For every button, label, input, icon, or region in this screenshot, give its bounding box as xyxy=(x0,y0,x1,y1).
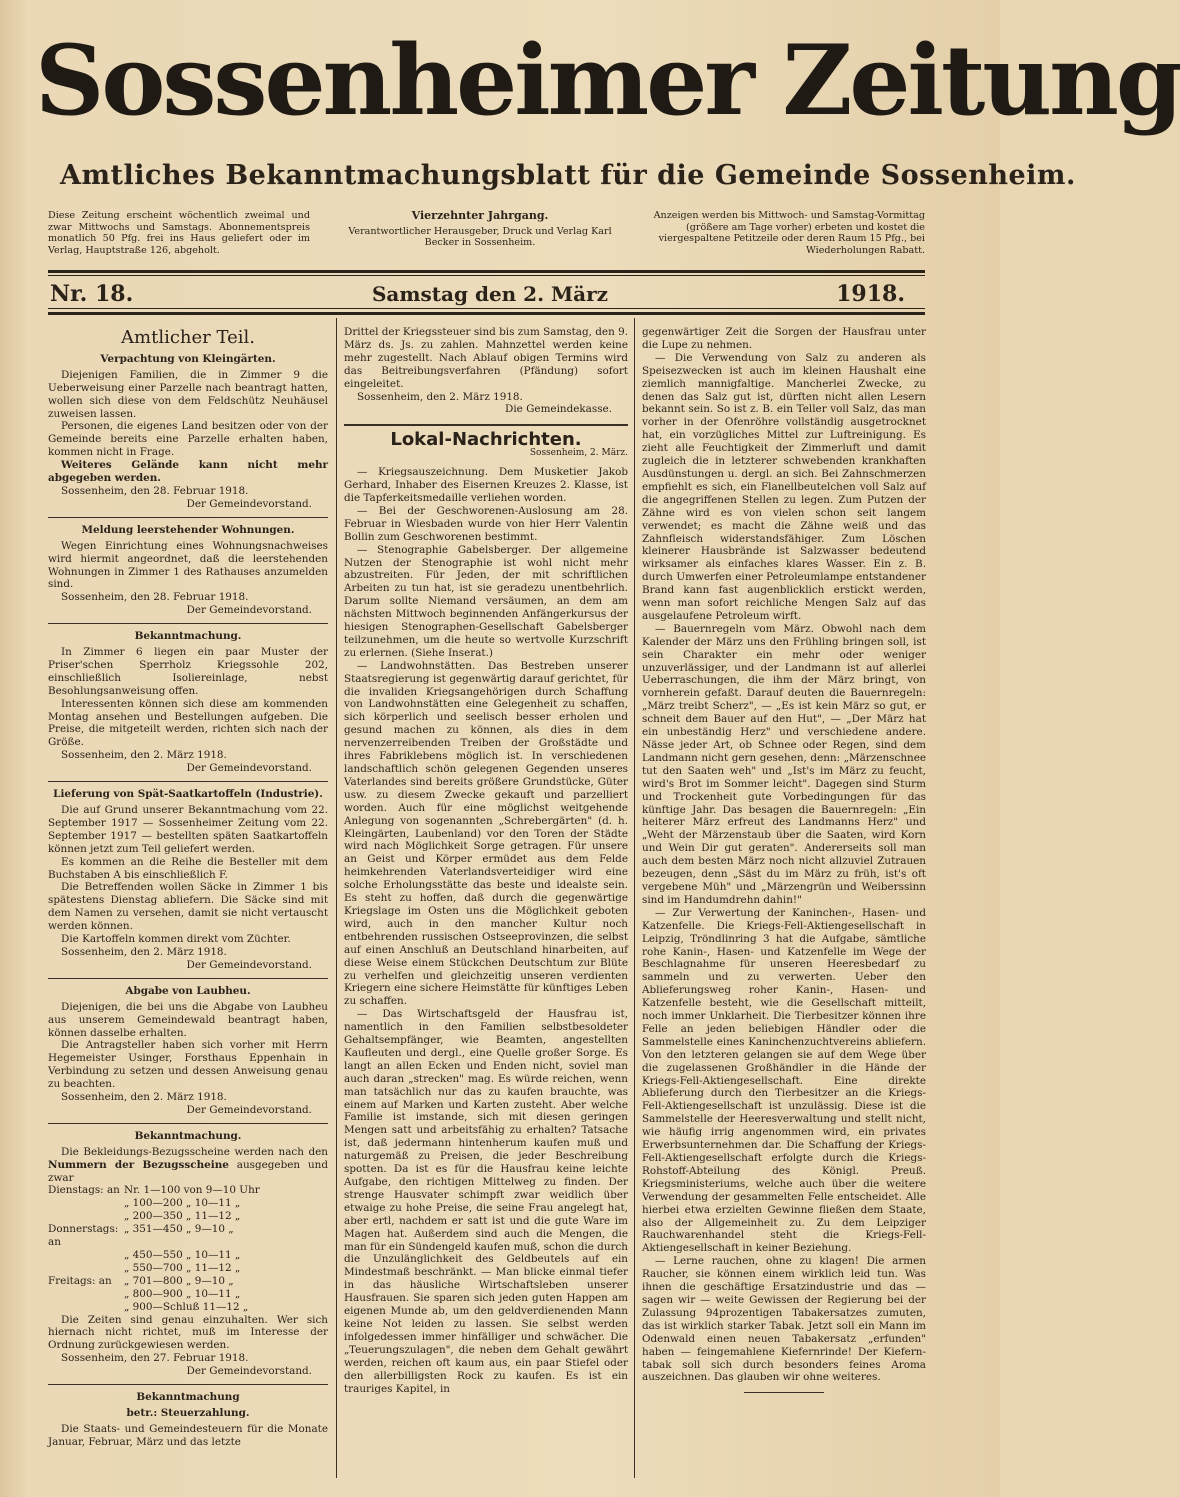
notice-divider xyxy=(48,781,328,782)
notice-place-date: Sossenheim, den 28. Februar 1918. xyxy=(61,591,249,604)
schedule-day xyxy=(48,1249,124,1262)
notice-place-date: Sossenheim, den 2. März 1918. xyxy=(357,390,523,403)
notice-subtitle: betr.: Steuerzahlung. xyxy=(126,1406,250,1419)
schedule-range: „ 800—900 „ 10—11 „ xyxy=(124,1287,241,1300)
notice-divider xyxy=(48,1123,328,1124)
schedule-row xyxy=(48,1197,328,1210)
notice-signature: Der Gemeindevorstand. xyxy=(186,604,312,617)
schedule-day: Freitags: an xyxy=(48,1274,112,1287)
advertising-info: Anzeigen werden bis Mittwoch- und Samstag-Vormittag (größere am Tage vorher) erbeten und kostet die viergespaltene Petitzeile oder deren Raum 15 Pfg., bei Wiederholungen Rabatt. xyxy=(653,210,925,256)
schedule-row xyxy=(48,1275,328,1288)
issue-date: Samstag den 2. März xyxy=(371,282,608,306)
section-heading-local: Lokal-Nachrichten. xyxy=(390,429,582,451)
notice-text: In Zimmer 6 liegen ein paar Muster der Priser'schen Sperrholz Kriegssohle 202, einschließlich Isoliereinlage, nebst Besohlungsanweisung offen. xyxy=(48,646,328,697)
section-divider xyxy=(344,424,628,426)
schedule-row xyxy=(48,1288,328,1301)
news-item: gegenwärtiger Zeit die Sorgen der Hausfrau unter die Lupe zu nehmen. xyxy=(642,326,926,351)
news-item: — Zur Verwertung der Kaninchen-, Hasen- und Katzenfelle. Die Kriegs-Fell-Aktiengesellschaft in Leipzig, Tröndlinring 3 hat die Aufgabe, sämtliche rohe Kanin-, Hasen- und Katzenfelle im Wege der Beschlagnahme für unseren Heeresbedarf zu sammeln und zu verwerten. Ueber den Ablieferungsweg roher Kanin-, Hasen- und Katzenfelle besteht, wie die Gesellschaft mitteilt, noch immer Unklarheit. Die Tierbesitzer können ihre Felle an jeden beliebigen Händler oder die Sammelstelle eines Kaninchenzuchtvereins abliefern. Von den letzteren gelangen sie auf dem Wege über die zugelassenen Großhändler in die Hände der Kriegs-Fell-Aktiengesellschaft. Eine direkte Ablieferung durch den Tierbesitzer an die Kriegs-Fell-Aktiengesellschaft ist unzulässig. Diese ist die Sammelstelle der Heeresverwaltung und stellt nicht, wie häufig irrig angenommen wird, ein privates Erwerbsunternehmen dar. Die Schaffung der Kriegs-Fell-Aktiengesellschaft erfolgte durch die Kriegs-Rohstoff-Abteilung des Königl. Preuß. Kriegsministeriums, welche auch über die weitere Verwendung der gesammelten Felle entscheidet. Alle hierbei etwa erzielten Gewinne fließen dem Staate, also der Allgemeinheit zu. Zu dem Leipziger Rauchwarenhandel steht die Kriegs-Fell-Aktiengesellschaft in keiner Beziehung. xyxy=(642,906,926,1255)
notice-signature: Der Gemeindevorstand. xyxy=(186,1103,312,1116)
notice-text: Die Zeiten sind genau einzuhalten. Wer sich hiernach nicht richtet, muß im Interesse der Ordnung zurückgewiesen werden. xyxy=(48,1313,328,1352)
dateline: Sossenheim, 2. März. xyxy=(529,448,628,459)
notice-text: Drittel der Kriegssteuer sind bis zum Samstag, den 9. März ds. Js. zu zahlen. Mahnzettel werden keine mehr zugestellt. Nach Ablauf obigen Termins wird das Beitreibungsverfahren (Pfändung) sofort eingeleitet. xyxy=(344,326,628,390)
notice-divider xyxy=(48,517,328,518)
notice-divider xyxy=(48,1384,328,1385)
notice-text: Die Antragsteller haben sich vorher mit Herrn Hegemeister Usinger, Forsthaus Eppenhain in Verbindung zu setzen und dessen Anweisung genau zu beachten. xyxy=(48,1039,328,1091)
news-item: — Bei der Geschworenen-Auslosung am 28. Februar in Wiesbaden wurde von hier Herr Valentin Bollin zum Geschworenen bestimmt. xyxy=(344,504,628,543)
masthead-subtitle: Amtliches Bekanntmachungsblatt für die Gemeinde Sossenheim. xyxy=(60,160,1076,191)
publisher-info xyxy=(336,210,624,249)
schedule-day xyxy=(48,1197,124,1210)
schedule-range: „ 701—800 „ 9—10 „ xyxy=(124,1274,234,1287)
column-local-news-continued xyxy=(642,326,926,1401)
header-rule-bottom xyxy=(48,312,925,315)
notice-title: Bekanntmachung. xyxy=(134,630,242,643)
notice-text: Diejenigen, die bei uns die Abgabe von Laubheu aus unserem Gemeindewald beantragt haben, können dasselbe erhalten. xyxy=(48,1000,328,1039)
header-rule-top xyxy=(48,270,925,273)
notice-place-date: Sossenheim, den 28. Februar 1918. xyxy=(61,484,249,497)
end-rule xyxy=(744,1392,824,1393)
notice-title: Bekanntmachung. xyxy=(134,1129,242,1142)
notice-place-date: Sossenheim, den 2. März 1918. xyxy=(61,945,227,958)
column-divider-1 xyxy=(336,318,337,1478)
news-item: — Bauernregeln vom März. Obwohl nach dem Kalender der März uns den Frühling bringen soll, ist sein Charakter ein mehr oder weniger unzuverlässiger, und der Landmann ist auf allerlei Ueberraschungen, die ihm der März bringt, von vornherein gefaßt. Darauf deuten die Bauernregeln: „März treibt Scherz", — „Es ist kein März so gut, er schneit dem Bauer auf den Hut", — „Der März hat ein unbeständig Herz" und verschiedene andere. Nässe jeder Art, ob Schnee oder Regen, sind dem Landmann nicht gern gesehen, denn: „Märzenschnee tut den Saaten weh" und „Ist's im März zu feucht, wird's Brot im Sommer leicht". Dagegen sind Sturm und Trockenheit gute Vorbedingungen für das künftige Jahr. Das besagen die Bauernregeln: „Ein heiterer März erfreut des Landmanns Herz" und „Weht der Märzenstaub über die Saaten, wird Korn und Wein Dir gut geraten". Andererseits soll man auch dem besten März noch nicht allzuviel Zutrauen bezeugen, denn „Säst du im März zu früh, ist's oft vergebene Müh" und „Märzengrün und Weiberssinn sind im Handumdrehn dahin!" xyxy=(642,622,926,906)
masthead-title: Sossenheimer Zeitung xyxy=(35,24,1180,137)
section-heading-official: Amtlicher Teil. xyxy=(121,327,255,348)
volume-label: Vierzehnter Jahrgang. xyxy=(411,209,549,222)
notice-text: Die Bekleidungs-Bezugsscheine werden nach den Nummern der Bezugsscheine ausgegeben und zwar xyxy=(48,1145,328,1184)
notice-signature: Die Gemeindekasse. xyxy=(505,403,612,416)
notice-divider xyxy=(48,623,328,624)
news-item: — Kriegsauszeichnung. Dem Musketier Jakob Gerhard, Inhaber des Eisernen Kreuzes 2. Klasse, ist die Tapferkeitsmedaille verliehen worden. xyxy=(344,466,628,504)
schedule-day: Dienstags: an xyxy=(48,1184,120,1197)
schedule-day xyxy=(48,1288,124,1301)
schedule-range: „ 550—700 „ 11—12 „ xyxy=(124,1261,241,1274)
schedule-range: „ 200—350 „ 11—12 „ xyxy=(124,1210,241,1223)
column-divider-2 xyxy=(634,318,635,1478)
notice-text: Diejenigen Familien, die in Zimmer 9 die Ueberweisung einer Parzelle nach beantragt hatten, wollen sich diese von dem Feldschütz Neuhäusel zuweisen lassen. xyxy=(48,368,328,420)
schedule-day xyxy=(48,1262,124,1275)
notice-title: Lieferung von Spät-Saatkartoffeln (Industrie). xyxy=(53,788,323,801)
header-rule-bottom-thin xyxy=(48,308,925,309)
schedule-row xyxy=(48,1184,328,1197)
publisher-text: Verantwortlicher Herausgeber, Druck und Verlag Karl Becker in Sossenheim. xyxy=(348,225,612,249)
notice-title: Abgabe von Laubheu. xyxy=(125,984,251,997)
notice-text: Die auf Grund unserer Bekanntmachung vom 22. September 1917 — Sossenheimer Zeitung vom 22. September 1917 — bestellten späten Saatkartoffeln können jetzt zum Teil geliefert werden. xyxy=(48,804,328,855)
schedule-row xyxy=(48,1262,328,1275)
notice-signature: Der Gemeindevorstand. xyxy=(186,497,312,510)
schedule-day xyxy=(48,1301,124,1314)
schedule-range: „ 900—Schluß 11—12 „ xyxy=(124,1300,249,1313)
notice-divider xyxy=(48,978,328,979)
news-item: — Das Wirtschaftsgeld der Hausfrau ist, namentlich in den Familien selbstbesoldeter Gehaltsempfänger, wie Beamten, angestellten Kaufleuten und dergl., eine Quelle großer Sorge. Es langt an allen Ecken und Enden nicht, soviel man auch daran „strecken" mag. Es würde reichen, wenn man tatsächlich nur das zu kaufen brauchte, was einem auf Marken und Karten zusteht. Aber welche Familie ist imstande, sich mit diesen geringen Mengen satt und arbeitsfähig zu erhalten? Tatsache ist, daß jedermann hintenherum kaufen muß und naturgemäß zu Preisen, die jeder Beschreibung spotten. Da ist es für die Hausfrau keine leichte Aufgabe, den richtigen Mittelweg zu finden. Der strenge Hausvater schimpft zwar weidlich über etwaige zu hohe Preise, die seine Frau angelegt hat, aber ertl, nachdem er satt ist und die gute Ware im Magen hat. Außerdem sind auch die Mengen, die man für ein Sündengeld kaufen muß, schon die durch die Unzulänglichkeit des Geldbeutels auf ein Mindestmaß beschränkt. — Man blicke einmal tiefer in das häusliche Wirtschaftsleben unserer Hausfrauen. Sie sparen sich jeden guten Happen am eigenen Munde ab, um den geldverdienenden Mann keine Not leiden zu lassen. Sie selbst werden infolgedessen immer hinfälliger und schwächer. Die „Teuerungszulagen", die neben dem Gehalt gewährt werden, reichen oft kaum aus, ein paar Stiefel oder den allerbilligsten Rock zu kaufen. Es ist ein trauriges Kapitel, in xyxy=(344,1008,628,1395)
notice-place-date: Sossenheim, den 2. März 1918. xyxy=(61,1091,227,1104)
notice-text: Die Kartoffeln kommen direkt vom Züchter. xyxy=(61,933,291,946)
notice-place-date: Sossenheim, den 2. März 1918. xyxy=(61,749,227,762)
schedule-row xyxy=(48,1210,328,1223)
notice-text: Personen, die eigenes Land besitzen oder von der Gemeinde bereits eine Parzelle erhalten haben, kommen nicht in Frage. xyxy=(48,420,328,459)
notice-text: Es kommen an die Reihe die Besteller mit dem Buchstaben A bis einschließlich F. xyxy=(48,855,328,881)
notice-text: Die Staats- und Gemeindesteuern für die Monate Januar, Februar, März und das letzte xyxy=(48,1422,328,1448)
notice-text: Wegen Einrichtung eines Wohnungsnachweises wird hiermit angeordnet, daß die leerstehenden Wohnungen in Zimmer 1 des Rathauses anzumelden sind. xyxy=(48,539,328,591)
notice-signature: Der Gemeindevorstand. xyxy=(186,762,312,775)
news-item: — Landwohnstätten. Das Bestreben unserer Staatsregierung ist gegenwärtig darauf gerichtet, für die invaliden Kriegsangehörigen durch Schaffung von Landwohnstätten eine Gelegenheit zu schaffen, sich körperlich und seelisch besser erholen und gesund machen zu können, als dies in dem nervenzerreibenden Treiben der Großstädte und ihres Fabriklebens möglich ist. In verschiedenen landschaftlich schön gelegenen Gegenden unseres Vaterlandes sind bereits größere Grundstücke, Güter usw. zu diesem Zwecke gekauft und parzelliert worden. Auch für eine möglichst weitgehende Anlegung von sogenannten „Schrebergärten" (d. h. Kleingärten, Laubenland) vor den Toren der Städte wird nach Möglichkeit Sorge getragen. Für unsere an Geist und Körper ermüdet aus dem Felde heimkehrenden Vaterlandsverteidiger wird eine solche Erholungsstätte das beste und idealste sein. Es steht zu hoffen, daß durch die gegenwärtige Kriegslage im Osten uns die Möglichkeit geboten wird, auch in den mancher Kultur noch entbehrenden russischen Ostseeprovinzen, die selbst auf einen Anschluß an Deutschland hinarbeiten, auf diese Weise einem Stückchen Deutschtum zur Blüte zu verhelfen und gleichzeitig unseren verdienten Kriegern eine sichere Heimstätte für künftiges Leben zu schaffen. xyxy=(344,659,628,1008)
notice-text: Weiteres Gelände kann nicht mehr abgegeben werden. xyxy=(48,459,328,485)
issue-year: 1918. xyxy=(836,281,905,307)
issue-number: Nr. 18. xyxy=(50,281,134,307)
news-item: — Stenographie Gabelsberger. Der allgemeine Nutzen der Stenographie ist wohl nicht mehr abzustreiten. Für Jeden, der mit schriftlichen Arbeiten zu tun hat, ist sie geradezu unentbehrlich. Darum sollte Niemand versäumen, an dem am nächsten Mittwoch beginnenden Anfängerkursus der hiesigen Stenographen-Gesellschaft Gabelsberger teilzunehmen, um die heute so wertvolle Kurzschrift zu erlernen. (Siehe Inserat.) xyxy=(344,543,628,659)
notice-text: Die Betreffenden wollen Säcke in Zimmer 1 bis spätestens Dienstag abliefern. Die Säcke sind mit dem Namen zu versehen, damit sie nicht vertauscht werden können. xyxy=(48,881,328,933)
subscription-info: Diese Zeitung erscheint wöchentlich zweimal und zwar Mittwochs und Samstags. Abonnementspreis monatlich 50 Pfg. frei ins Haus geliefert oder im Verlag, Hauptstraße 126, abgeholt. xyxy=(48,210,310,256)
notice-title: Meldung leerstehender Wohnungen. xyxy=(81,523,295,536)
notice-place-date: Sossenheim, den 27. Februar 1918. xyxy=(61,1352,249,1365)
notice-title: Bekanntmachung xyxy=(136,1391,240,1404)
schedule-day xyxy=(48,1210,124,1223)
news-item: — Lerne rauchen, ohne zu klagen! Die armen Raucher, sie können einem wirklich leid tun. Was ihnen die geschäftige Ersatzindustrie und das — sagen wir — weite Gewissen der Regierung bei der Zulassung 94prozentigen Tabakersatzes zumuten, das ist wirklich starker Tabak. Jetzt soll ein Mann im Odenwald einen neuen Tabakersatz „erfunden" haben — feingemahlene Kiefernrinde! Der Kiefern-tabak soll sich durch besonders feines Aroma auszeichnen. Das glauben wir ohne weiteres. xyxy=(642,1255,926,1384)
schedule-range: Nr. 1—100 von 9—10 Uhr xyxy=(124,1184,260,1197)
schedule-day: Donnerstags: an xyxy=(48,1223,119,1249)
notice-text: Interessenten können sich diese am kommenden Montag ansehen und Bestellungen aufgeben. Die Preise, die mitgeteilt werden, richten sich nach der Größe. xyxy=(48,697,328,749)
schedule-range: „ 100—200 „ 10—11 „ xyxy=(124,1197,241,1210)
column-local-news xyxy=(344,326,628,1395)
notice-title: Verpachtung von Kleingärten. xyxy=(100,352,276,365)
notice-signature: Der Gemeindevorstand. xyxy=(186,1365,312,1378)
schedule-range: „ 351—450 „ 9—10 „ xyxy=(124,1223,234,1236)
schedule-row xyxy=(48,1223,328,1249)
schedule-row xyxy=(48,1301,328,1314)
schedule-range: „ 450—550 „ 10—11 „ xyxy=(124,1249,241,1261)
header-rule-top-thin xyxy=(48,275,925,276)
distribution-schedule xyxy=(48,1184,328,1313)
notice-signature: Der Gemeindevorstand. xyxy=(186,958,312,971)
news-item: — Die Verwendung von Salz zu anderen als Speisezwecken ist auch im kleinen Haushalt eine ziemlich mannigfaltige. Mancherlei Zwecke, zu denen das Salz gut ist, dürften nicht allen Lesern bekannt sein. So ist z. B. ein Teller voll Salz, das man vorher in der Ofenröhre vollständig ausgetrocknet hat, ein vorzügliches Mittel zur Luftreinigung. Es zieht alle Feuchtigkeit der Zimmerluft und damit zugleich die in letzterer schwebenden krankhaften Ausdünstungen u. dergl. an sich. Bei Zahnschmerzen empfiehlt es sich, ein Flanellbeutelchen voll Salz auf die angegriffenen Stellen zu legen. Zum Putzen der Zähne wird es von vielen schon seit langem verwendet; es macht die Zähne weiß und das Zahnfleisch widerstandsfähiger. Zum Löschen kleinerer Hausbrände ist Salzwasser bedeutend wirksamer als einfaches klares Wasser. Ein z. B. durch Umwerfen einer Petroleumlampe entstandener Brand kann fast augenblicklich erstickt werden, wenn man sofort reichliche Mengen Salz auf das ausgelaufene Petroleum wirft. xyxy=(642,351,926,622)
column-official-notices xyxy=(48,318,328,1449)
schedule-row xyxy=(48,1249,328,1262)
